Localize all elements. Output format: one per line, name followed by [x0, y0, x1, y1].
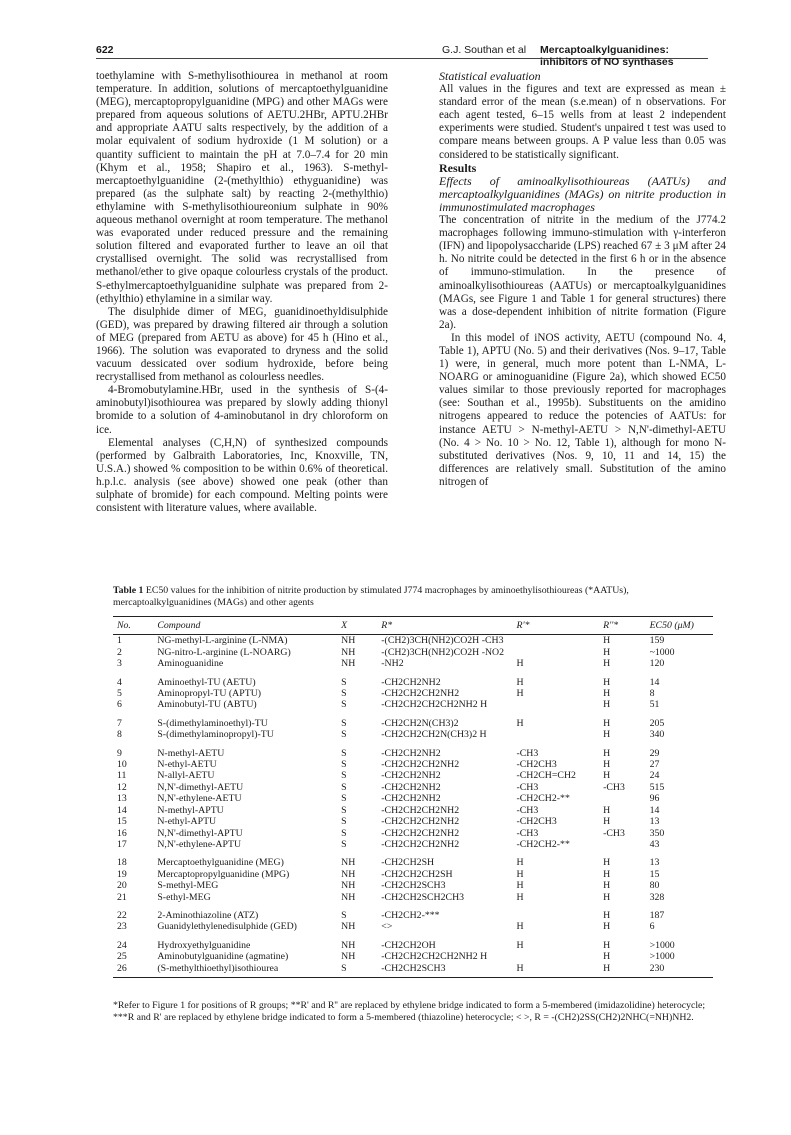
- table-cell: S: [341, 759, 347, 771]
- table-cell: H: [603, 729, 611, 741]
- table-row: [113, 869, 713, 880]
- table-cell: 23: [117, 921, 127, 933]
- table-cell: N-methyl-AETU: [157, 747, 225, 759]
- subsection-heading: Effects of aminoalkylisothioureas (AATUs) and mercaptoalkylguanidines (MAGs) on nitrite production in immunostimulated macrophages: [439, 173, 726, 214]
- table-cell: S-methyl-MEG: [157, 880, 219, 892]
- table-cell: NH: [341, 880, 356, 892]
- page-number: 622: [96, 44, 114, 56]
- table-cell: -CH3: [603, 827, 625, 839]
- table-cell: 96: [649, 793, 660, 805]
- table-cell: [517, 699, 604, 710]
- table-cell: 187: [649, 909, 665, 921]
- header-authors: G.J. Southan et al: [442, 44, 527, 56]
- table-cell: N-allyl-AETU: [157, 770, 215, 782]
- table-cell: -CH2CH=CH2: [516, 770, 576, 782]
- table-cell: NH: [341, 951, 356, 963]
- table-row: [113, 729, 713, 740]
- table-cell: -CH2CH2OH: [381, 939, 436, 951]
- table-cell: -CH3: [516, 781, 539, 793]
- table-cell: S: [341, 827, 347, 839]
- table-cell: 6: [117, 699, 122, 711]
- table-cell: H: [603, 891, 611, 903]
- table-cell: 340: [649, 729, 665, 741]
- table-row: [113, 658, 713, 669]
- table-cell: 5: [117, 688, 122, 700]
- table-cell: H: [603, 699, 611, 711]
- table-label: Table 1: [113, 585, 144, 596]
- table-cell: -CH2CH2CH2NH2: [381, 838, 460, 850]
- table-caption-text: EC50 values for the inhibition of nitrite production by stimulated J774 macrophages by aminoethylisothioureas (*AATUs), mercaptoalkylguanidines (MAGs) and other agents: [113, 585, 629, 608]
- table-cell: N-methyl-APTU: [157, 804, 224, 816]
- paragraph: 4-Bromobutylamine.HBr, used in the synthesis of S-(4-aminobutyl)isothiourea was prepared by slowly adding thionyl bromide to a solution of 4-aminobutanol in dry chloroform on ice.: [96, 384, 388, 436]
- table-cell: H: [603, 747, 611, 759]
- col-header: EC50 (μM): [650, 617, 713, 635]
- table-row: [113, 963, 713, 978]
- table-cell: 15: [117, 816, 127, 828]
- table-cell: NH: [341, 891, 356, 903]
- table-cell: H: [603, 857, 611, 869]
- table-cell: 29: [649, 747, 660, 759]
- table-cell: 16: [117, 827, 127, 839]
- table-cell: 205: [649, 717, 665, 729]
- table-cell: -CH2CH2NH2: [381, 747, 441, 759]
- table-cell: H: [516, 880, 524, 892]
- table-cell: 12: [117, 781, 127, 793]
- table-cell: -CH2CH2CH2SH: [381, 868, 453, 880]
- paragraph: Elemental analyses (C,H,N) of synthesized compounds (performed by Galbraith Laboratories, Inc, Knoxville, TN, U.S.A.) showed % composition to be within 0.6% of theoretical. h.p.l.c. analysis (see above) showed one peak (other than sulphate of bromide) for each compound. Melting points were consistent with literature values, where available.: [96, 436, 388, 515]
- table-cell: H: [603, 646, 611, 658]
- table-cell: [603, 793, 649, 804]
- table-cell: -CH2CH2CH2CH2NH2 H: [381, 699, 488, 711]
- table-row: [113, 828, 713, 839]
- col-header: R*: [381, 617, 516, 635]
- table-cell: 7: [117, 717, 122, 729]
- table-cell: 15: [649, 868, 660, 880]
- table-row: [113, 839, 713, 850]
- table-cell: -CH2CH3: [516, 759, 557, 771]
- table-cell: Aminobutylguanidine (agmatine): [157, 951, 289, 963]
- table-row: [113, 782, 713, 793]
- table-cell: H: [603, 658, 611, 670]
- table-cell: NH: [341, 939, 356, 951]
- table-cell: [603, 839, 649, 850]
- table-cell: NH: [341, 658, 356, 670]
- table-cell: >1000: [649, 951, 675, 963]
- table-cell: NH: [341, 635, 356, 647]
- col-header: R''*: [603, 617, 649, 635]
- table-cell: 18: [117, 857, 127, 869]
- table-cell: 14: [117, 804, 127, 816]
- table-row: [113, 688, 713, 699]
- table-cell: 350: [649, 827, 665, 839]
- table-row: [113, 880, 713, 891]
- table-cell: H: [516, 891, 524, 903]
- table-cell: -CH3: [516, 827, 539, 839]
- table-cell: H: [603, 804, 611, 816]
- table-row: [113, 805, 713, 816]
- table-cell: H: [603, 770, 611, 782]
- table-cell: H: [603, 717, 611, 729]
- table-cell: 8: [117, 729, 122, 741]
- table-cell: -CH3: [603, 781, 625, 793]
- section-heading: Statistical evaluation: [439, 69, 541, 83]
- table-cell: H: [603, 939, 611, 951]
- running-title: Mercaptoalkylguanidines: inhibitors of NO synthases: [540, 44, 674, 68]
- table-cell: S-(dimethylaminoethyl)-TU: [157, 717, 268, 729]
- table-cell: -CH2CH2NH2: [381, 781, 441, 793]
- table-cell: H: [516, 939, 524, 951]
- table-cell: 159: [649, 635, 665, 647]
- data-table: [113, 616, 713, 978]
- table-cell: H: [516, 857, 524, 869]
- table-cell: S: [341, 909, 347, 921]
- table-cell: H: [516, 921, 524, 933]
- table-cell: S: [341, 717, 347, 729]
- table-cell: -CH3: [516, 804, 539, 816]
- table-cell: 13: [117, 793, 127, 805]
- table-cell: 14: [649, 804, 660, 816]
- table-cell: 230: [650, 963, 713, 978]
- table-cell: S: [341, 793, 347, 805]
- table-cell: 17: [117, 838, 127, 850]
- table-cell: N,N'-dimethyl-APTU: [157, 827, 243, 839]
- table-cell: 515: [649, 781, 665, 793]
- table-cell: 6: [649, 921, 655, 933]
- table-row: [113, 770, 713, 781]
- table-cell: H: [603, 868, 611, 880]
- table-cell: 328: [649, 891, 665, 903]
- table-cell: [517, 647, 604, 658]
- table-cell: S: [341, 804, 347, 816]
- table-cell: H: [603, 951, 611, 963]
- table-row: [113, 647, 713, 658]
- right-column: [439, 70, 726, 489]
- table-cell: H: [603, 635, 611, 647]
- table-cell: (S-methylthioethyl)isothiourea: [157, 963, 341, 978]
- table-cell: 43: [649, 838, 660, 850]
- table-cell: -CH2CH2CH2NH2: [381, 827, 460, 839]
- left-column: [96, 70, 388, 515]
- table-cell: Aminoguanidine: [157, 658, 224, 670]
- table-cell: H: [603, 816, 611, 828]
- table-cell: S: [341, 781, 347, 793]
- table-cell: Aminobutyl-TU (ABTU): [157, 699, 257, 711]
- table-cell: H: [603, 909, 611, 921]
- table-cell: S: [341, 838, 347, 850]
- table-cell: N-ethyl-AETU: [157, 759, 217, 771]
- table-cell: NG-nitro-L-arginine (L-NOARG): [157, 646, 291, 658]
- table-cell: 80: [649, 880, 660, 892]
- table-row: [113, 635, 713, 647]
- table-cell: -NH2: [381, 658, 404, 670]
- table-cell: -CH2CH2SCH2CH3: [381, 891, 465, 903]
- table-cell: H: [603, 688, 611, 700]
- table-cell: -CH2CH2CH2N(CH3)2 H: [381, 729, 487, 741]
- table-row: [113, 850, 713, 868]
- table-row: [113, 951, 713, 962]
- paragraph: In this model of iNOS activity, AETU (compound No. 4, Table 1), APTU (No. 5) and their derivatives (Nos. 9–17, Table 1) were, in general, much more potent than L-NMA, L-NOARG or aminoguanidine (Figure 2a), which showed EC50 values similar to those previously reported for macrophages (see: Southan et al., 1995b). Substituents on the amidino nitrogens appeared to reduce the potencies of AATUs: for instance AETU > N-methyl-AETU > N,N'-dimethyl-AETU (No. 4 > No. 10 > No. 12, Table 1), although for mono N-substituted derivatives (Nos. 9, 10, 11 and 14, 15) the differences are relatively small. Substitution of the amino nitrogen of: [439, 331, 726, 488]
- table-cell: 14: [649, 676, 660, 688]
- table-cell: N-ethyl-APTU: [157, 816, 217, 828]
- table-cell: S: [341, 699, 347, 711]
- table-cell: 8: [649, 688, 655, 700]
- table-cell: S: [341, 747, 347, 759]
- table-row: [113, 816, 713, 827]
- table-cell: NH: [341, 646, 356, 658]
- table-cell: H: [603, 759, 611, 771]
- table-row: [113, 793, 713, 804]
- table-cell: 11: [117, 770, 127, 782]
- table-row: [113, 921, 713, 932]
- col-header: R'*: [517, 617, 604, 635]
- table-cell: 27: [649, 759, 660, 771]
- table-cell: 24: [649, 770, 660, 782]
- table-cell: H: [516, 658, 524, 670]
- table-cell: H: [516, 676, 524, 688]
- table-cell: 24: [117, 939, 127, 951]
- table-cell: H: [603, 880, 611, 892]
- table-cell: -CH2CH2-**: [516, 838, 570, 850]
- table-cell: -CH3: [516, 747, 539, 759]
- table-cell: <>: [381, 921, 393, 933]
- paragraph: toethylamine with S-methylisothiourea in methanol at room temperature. In addition, solutions of mercaptoethylguanidine (MEG), mercaptopropylguanidine (MPG) and other MAGs were prepared from aqueous solutions of AETU.2HBr, APTU.2HBr and appropriate AATU salts respectively, by the addition of a molar equivalent of sodium hydroxide (1 M solution) or a quantity sufficient to maintain the pH at 7.0–7.4 for 20 min (Khym et al., 1958; Shapiro et al., 1963). S-methyl-mercaptoethylguanidine (2-(methylthio) ethyguanidine) was prepared (as the sulphate salt) by reacting 2-(methylthio) ethylamine with S-methylisothioureonium sulphate in 90% aqueous methanol overnight at room temperature. The methanol was evaporated under reduced pressure and the remaining solution filtered and evaporated further to leave an oil that crystallised overnight. The solid was recrystallised from methanol/ether to give opaque colourless crystals of the product. S-ethylmercaptoethylguanidine sulphate was prepared from 2-(ethylthio) ethylamine in a similar way.: [96, 70, 388, 305]
- table-cell: >1000: [649, 939, 675, 951]
- table-cell: -CH2CH2SH: [381, 857, 435, 869]
- paragraph: All values in the figures and text are expressed as mean ± standard error of the mean (s.e.mean) of n observations. For each agent tested, 6–15 wells from at least 2 independent experiments were studied. Student's unpaired t test was used to compare means between groups. A P value less than 0.05 was considered to be statistically significant.: [439, 83, 726, 161]
- table-cell: N,N'-ethylene-AETU: [157, 793, 242, 805]
- table-cell: -CH2CH2CH2CH2NH2 H: [381, 951, 488, 963]
- running-header: [96, 44, 708, 68]
- table-cell: 10: [117, 759, 127, 771]
- table-cell: 9: [117, 747, 122, 759]
- table-cell: 13: [649, 857, 660, 869]
- table-cell: H: [516, 688, 524, 700]
- table-cell: -CH2CH2CH2NH2: [381, 688, 460, 700]
- table-cell: -CH2CH2CH2NH2: [381, 804, 460, 816]
- table-cell: Aminoethyl-TU (AETU): [157, 676, 256, 688]
- table-cell: -(CH2)3CH(NH2)CO2H -NO2: [381, 646, 505, 658]
- table-row: [113, 711, 713, 729]
- table-cell: 26: [113, 963, 157, 978]
- table-cell: 19: [117, 868, 127, 880]
- table-cell: -CH2CH2CH2NH2: [381, 816, 460, 828]
- table-cell: -CH2CH2N(CH3)2: [381, 717, 459, 729]
- section-heading: Results: [439, 160, 477, 175]
- table-cell: H: [603, 963, 649, 978]
- table-cell: S: [341, 688, 347, 700]
- table-cell: 120: [649, 658, 665, 670]
- table-cell: Mercaptopropylguanidine (MPG): [157, 868, 290, 880]
- table-cell: 4: [117, 676, 122, 688]
- paragraph: The concentration of nitrite in the medium of the J774.2 macrophages following immuno-stimulation with γ-interferon (IFN) and lipopolysaccharide (LPS) reached 67 ± 3 μM after 24 h. No nitrite could be detected in the first 6 h or in the absence of immuno-stimulation. In the presence of aminoalkylisothioureas (AATUs) or mercaptoalkylguanidines (MAGs, see Figure 1 and Table 1 for general structures) there was a dose-dependent inhibition of nitrite formation (Figure 2a).: [439, 214, 726, 331]
- table-cell: [517, 903, 604, 921]
- table-cell: 51: [649, 699, 660, 711]
- table-cell: -CH2CH2CH2NH2: [381, 759, 460, 771]
- table-cell: -CH2CH2-***: [381, 909, 440, 921]
- table-row: [113, 933, 713, 951]
- table-cell: -(CH2)3CH(NH2)CO2H -CH3: [381, 635, 504, 647]
- col-header: No.: [113, 617, 157, 635]
- table-caption: [113, 585, 713, 608]
- table-cell: 3: [117, 658, 122, 670]
- table-cell: 21: [117, 891, 127, 903]
- table-cell: -CH2CH2-**: [516, 793, 570, 805]
- table-cell: -CH2CH2SCH3: [381, 963, 516, 978]
- table-row: [113, 670, 713, 688]
- table-cell: -CH2CH2NH2: [381, 770, 441, 782]
- table-cell: S: [341, 816, 347, 828]
- table-cell: S-ethyl-MEG: [157, 891, 211, 903]
- table-cell: 20: [117, 880, 127, 892]
- table-cell: NG-methyl-L-arginine (L-NMA): [157, 635, 288, 647]
- table-cell: H: [603, 676, 611, 688]
- table-row: [113, 699, 713, 710]
- table-cell: Mercaptoethylguanidine (MEG): [157, 857, 284, 869]
- table-cell: -CH2CH2SCH3: [381, 880, 446, 892]
- table-cell: 2-Aminothiazoline (ATZ): [157, 909, 259, 921]
- table-row: [113, 759, 713, 770]
- table-cell: [517, 951, 604, 962]
- table-cell: -CH2CH2NH2: [381, 793, 441, 805]
- table-cell: Aminopropyl-TU (APTU): [157, 688, 262, 700]
- table-cell: NH: [341, 868, 356, 880]
- table-cell: 22: [117, 909, 127, 921]
- table-row: [113, 903, 713, 921]
- table-cell: N,N'-ethylene-APTU: [157, 838, 242, 850]
- table-cell: H: [517, 963, 604, 978]
- table-cell: 25: [117, 951, 127, 963]
- table-cell: Guanidylethylenedisulphide (GED): [157, 921, 297, 933]
- table-cell: [517, 635, 604, 647]
- table-cell: H: [516, 717, 524, 729]
- table-cell: S-(dimethylaminopropyl)-TU: [157, 729, 274, 741]
- col-header: X: [341, 617, 381, 635]
- table-cell: S: [341, 729, 347, 741]
- table-footnote: *Refer to Figure 1 for positions of R groups; **R' and R'' are replaced by ethylene bridge indicated to form a 5-membered (imidazolidine) heterocycle; ***R and R' are replaced by ethylene bridge indicated to form a 5-membered (thiazoline) heterocycle; < >, R = -(CH2)2SS(CH2)2NHC(=NH)NH2.: [113, 1000, 706, 1023]
- table-cell: H: [516, 868, 524, 880]
- table-row: [113, 741, 713, 759]
- table-cell: H: [603, 921, 611, 933]
- table-cell: 2: [117, 646, 122, 658]
- table-body: [113, 635, 713, 978]
- table-cell: S: [341, 676, 347, 688]
- table-cell: -CH2CH3: [516, 816, 557, 828]
- table-cell: 13: [649, 816, 660, 828]
- table-cell: NH: [341, 857, 356, 869]
- table-header-row: [113, 617, 713, 635]
- table-cell: -CH2CH2NH2: [381, 676, 441, 688]
- col-header: Compound: [157, 617, 341, 635]
- table-cell: Hydroxyethylguanidine: [157, 939, 251, 951]
- table-cell: N,N'-dimethyl-AETU: [157, 781, 244, 793]
- table-cell: S: [341, 770, 347, 782]
- table-cell: ~1000: [649, 646, 675, 658]
- table-row: [113, 892, 713, 903]
- table-cell: 1: [117, 635, 122, 647]
- table-cell: [517, 729, 604, 740]
- paragraph: The disulphide dimer of MEG, guanidinoethyldisulphide (GED), was prepared by drawing filtered air through a solution of MEG (prepared from AETU as above) for 45 h (Hino et al., 1966). The solution was evaporated to dryness and the solid vacuum dessicated over sodium hydroxide, before being recrystallised from methanol as colourless needles.: [96, 305, 388, 384]
- table-cell: NH: [341, 921, 356, 933]
- table-cell: S: [341, 963, 381, 978]
